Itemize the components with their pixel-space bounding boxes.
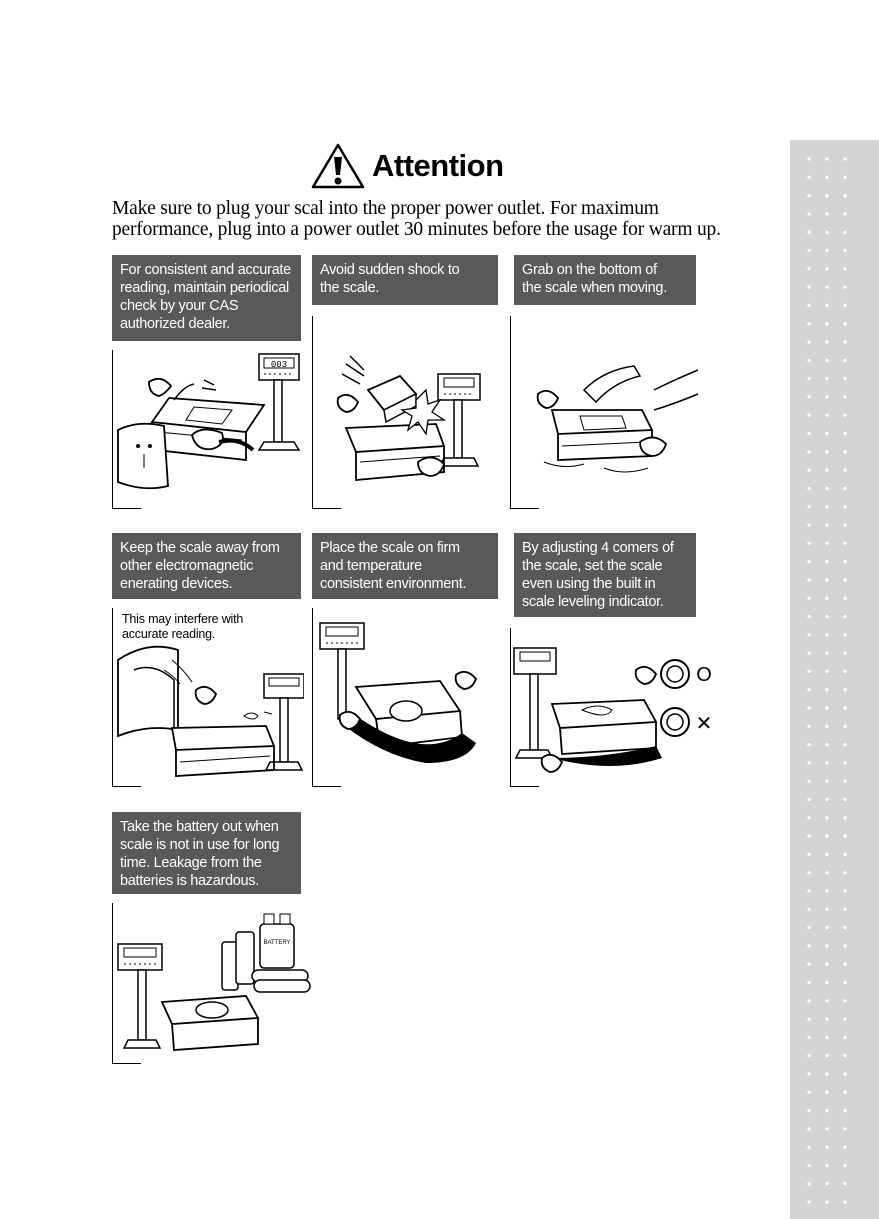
- decorative-dot: [843, 835, 846, 838]
- decorative-dot: [825, 908, 828, 911]
- decorative-dot: [807, 578, 810, 581]
- page-title: Attention: [372, 148, 504, 183]
- decorative-dot: [843, 212, 846, 215]
- decorative-dot: [825, 560, 828, 563]
- decorative-dot: [807, 743, 810, 746]
- decorative-dot: [825, 780, 828, 783]
- decorative-dot: [843, 853, 846, 856]
- decorative-dot: [807, 981, 810, 984]
- decorative-dot: [807, 816, 810, 819]
- decorative-dot: [825, 1164, 828, 1167]
- ok-mark: O: [696, 664, 712, 686]
- decorative-dot: [843, 487, 846, 490]
- illustration-dealer-check: [114, 350, 304, 500]
- decorative-dot: [843, 798, 846, 801]
- decorative-dot: [807, 1182, 810, 1185]
- decorative-dot: [807, 798, 810, 801]
- decorative-dot: [825, 1109, 828, 1112]
- decorative-dot: [843, 981, 846, 984]
- decorative-dot: [843, 816, 846, 819]
- decorative-dot: [825, 597, 828, 600]
- decorative-dot: [825, 725, 828, 728]
- decorative-dot: [825, 944, 828, 947]
- decorative-dot: [825, 1018, 828, 1021]
- decorative-dot: [843, 1201, 846, 1204]
- decorative-dot: [807, 597, 810, 600]
- caption-avoid-shock: Avoid sudden shock to the scale.: [312, 255, 498, 305]
- decorative-dot: [807, 1146, 810, 1149]
- warning-triangle-icon: [310, 142, 366, 190]
- decorative-dot: [825, 1201, 828, 1204]
- decorative-dot: [807, 395, 810, 398]
- illustration-sudden-shock: [316, 350, 501, 500]
- decorative-dot: [843, 889, 846, 892]
- decorative-dot: [843, 963, 846, 966]
- decorative-dot: [825, 194, 828, 197]
- attention-heading: [310, 140, 570, 192]
- decorative-dot: [807, 670, 810, 673]
- decorative-dot: [843, 1164, 846, 1167]
- decorative-dot: [843, 267, 846, 270]
- decorative-dot: [825, 157, 828, 160]
- decorative-dot: [843, 249, 846, 252]
- illustration-firm-environment: [316, 615, 501, 780]
- illustration-grab-bottom: [514, 350, 704, 500]
- decorative-dot: [825, 816, 828, 819]
- decorative-dot: [807, 999, 810, 1002]
- decorative-dot: [825, 798, 828, 801]
- decorative-dot: [825, 1146, 828, 1149]
- decorative-dot: [825, 231, 828, 234]
- decorative-dot: [843, 780, 846, 783]
- decorative-dot: [843, 1072, 846, 1075]
- decorative-dot: [843, 597, 846, 600]
- decorative-dot: [843, 944, 846, 947]
- decorative-dot: [843, 688, 846, 691]
- decorative-dot: [825, 249, 828, 252]
- decorative-dot: [807, 615, 810, 618]
- decorative-dot: [807, 523, 810, 526]
- decorative-dot: [825, 377, 828, 380]
- interference-note: This may interfere with accurate reading.: [122, 612, 244, 641]
- decorative-dot: [825, 615, 828, 618]
- decorative-dot: [825, 761, 828, 764]
- decorative-dot: [825, 1036, 828, 1039]
- decorative-dot: [843, 322, 846, 325]
- decorative-dot: [825, 286, 828, 289]
- decorative-dot: [843, 1091, 846, 1094]
- decorative-dot: [843, 505, 846, 508]
- decorative-dot: [843, 304, 846, 307]
- decorative-dot: [825, 835, 828, 838]
- decorative-dot: [807, 652, 810, 655]
- decorative-dot: [843, 1182, 846, 1185]
- decorative-dot: [807, 1127, 810, 1130]
- decorative-dot: [843, 578, 846, 581]
- decorative-dot: [843, 359, 846, 362]
- decorative-dot: [843, 1127, 846, 1130]
- decorative-dot: [807, 1109, 810, 1112]
- caption-grab-bottom: Grab on the bottom of the scale when moving.: [514, 255, 696, 305]
- decorative-dot: [807, 560, 810, 563]
- decorative-dot: [825, 359, 828, 362]
- decorative-dot: [807, 340, 810, 343]
- decorative-dot: [825, 340, 828, 343]
- decorative-dot: [807, 414, 810, 417]
- decorative-dot: [807, 157, 810, 160]
- decorative-dot: [825, 267, 828, 270]
- decorative-dot: [807, 377, 810, 380]
- decorative-dot: [825, 469, 828, 472]
- intro-line-1: Make sure to plug your scal into the proper power outlet. For maximum: [112, 198, 659, 219]
- illustration-battery-removal: [114, 910, 314, 1060]
- caption-electromagnetic: Keep the scale away from other electromagnetic enerating devices.: [112, 533, 301, 599]
- decorative-dot: [843, 1146, 846, 1149]
- intro-line-2: performance, plug into a power outlet 30 minutes before the usage for warm up.: [112, 219, 721, 240]
- decorative-dot: [843, 377, 846, 380]
- decorative-dot: [807, 212, 810, 215]
- decorative-dot: [807, 505, 810, 508]
- decorative-dot: [807, 908, 810, 911]
- decorative-dot: [807, 706, 810, 709]
- decorative-dot: [825, 963, 828, 966]
- decorative-dot: [807, 487, 810, 490]
- decorative-dot: [807, 231, 810, 234]
- decorative-dot: [807, 835, 810, 838]
- battery-label: BATTERY: [263, 940, 291, 946]
- decorative-dot: [825, 414, 828, 417]
- decorative-dot: [807, 1036, 810, 1039]
- ng-mark: ✕: [695, 711, 712, 735]
- decorative-dot: [807, 889, 810, 892]
- decorative-dot: [825, 889, 828, 892]
- decorative-dot: [843, 615, 846, 618]
- decorative-dot: [825, 304, 828, 307]
- decorative-dot: [825, 1072, 828, 1075]
- caption-firm-surface: Place the scale on firm and temperature consistent environment.: [312, 533, 498, 599]
- decorative-dot: [807, 963, 810, 966]
- decorative-dot: [843, 523, 846, 526]
- decorative-dot: [825, 981, 828, 984]
- decorative-dot: [843, 450, 846, 453]
- decorative-dot: [843, 743, 846, 746]
- decorative-dot: [807, 944, 810, 947]
- caption-battery: Take the battery out when scale is not in use for long time. Leakage from the batteries is hazardous.: [112, 812, 301, 894]
- decorative-dot: [807, 780, 810, 783]
- decorative-dot: [807, 633, 810, 636]
- decorative-dot: [825, 999, 828, 1002]
- decorative-dot: [843, 340, 846, 343]
- decorative-dot: [807, 194, 810, 197]
- decorative-dot: [807, 761, 810, 764]
- decorative-dot: [843, 706, 846, 709]
- illustration-electromagnetic: [114, 640, 304, 780]
- decorative-dot: [843, 176, 846, 179]
- decorative-dot: [825, 212, 828, 215]
- decorative-dot: [825, 670, 828, 673]
- decorative-dot: [807, 322, 810, 325]
- decorative-dot: [843, 414, 846, 417]
- decorative-dot: [807, 267, 810, 270]
- decorative-dot: [825, 633, 828, 636]
- decorative-dot: [807, 432, 810, 435]
- decorative-dot: [843, 157, 846, 160]
- decorative-dot: [825, 542, 828, 545]
- decorative-dot: [825, 706, 828, 709]
- decorative-dot: [807, 176, 810, 179]
- decorative-dot: [825, 871, 828, 874]
- decorative-dot: [807, 853, 810, 856]
- decorative-dot: [825, 450, 828, 453]
- decorative-dot: [843, 633, 846, 636]
- caption-periodic-check: For consistent and accurate reading, maintain periodical check by your CAS authorized dealer.: [112, 255, 301, 341]
- decorative-dot: [843, 652, 846, 655]
- decorative-dot: [825, 505, 828, 508]
- illustration-leveling: [512, 640, 712, 780]
- decorative-dot: [825, 322, 828, 325]
- decorative-dot: [807, 304, 810, 307]
- decorative-dot: [807, 359, 810, 362]
- decorative-dot: [843, 231, 846, 234]
- decorative-dot: [843, 560, 846, 563]
- decorative-dot: [843, 1018, 846, 1021]
- decorative-dot: [807, 450, 810, 453]
- decorative-dot: [807, 1164, 810, 1167]
- decorative-dot: [825, 523, 828, 526]
- decorative-dot: [825, 432, 828, 435]
- decorative-dot: [843, 926, 846, 929]
- decorative-dot: [843, 761, 846, 764]
- decorative-dot: [807, 871, 810, 874]
- decorative-dot: [807, 926, 810, 929]
- decorative-dot: [825, 578, 828, 581]
- decorative-dot: [825, 1054, 828, 1057]
- decorative-dot: [807, 1072, 810, 1075]
- decorative-dot: [807, 725, 810, 728]
- decorative-dot: [807, 688, 810, 691]
- decorative-dot: [825, 652, 828, 655]
- decorative-dot: [843, 194, 846, 197]
- decorative-dot: [807, 1201, 810, 1204]
- display-readout: 003: [270, 360, 288, 370]
- decorative-dot: [843, 395, 846, 398]
- decorative-dot: [843, 908, 846, 911]
- decorative-dot: [843, 999, 846, 1002]
- decorative-dot: [825, 395, 828, 398]
- decorative-dot: [807, 286, 810, 289]
- decorative-dot: [825, 926, 828, 929]
- decorative-dot: [807, 1054, 810, 1057]
- decorative-dot: [843, 725, 846, 728]
- caption-leveling: By adjusting 4 comers of the scale, set the scale even using the built in scale leveling indicator.: [514, 533, 696, 617]
- decorative-dot: [843, 1054, 846, 1057]
- decorative-dot: [807, 1018, 810, 1021]
- decorative-dot: [843, 670, 846, 673]
- decorative-dot: [843, 542, 846, 545]
- decorative-dot: [807, 469, 810, 472]
- decorative-dot: [825, 1182, 828, 1185]
- decorative-dot: [843, 469, 846, 472]
- decorative-dot: [843, 1109, 846, 1112]
- decorative-dot: [825, 853, 828, 856]
- decorative-dot: [843, 286, 846, 289]
- decorative-dot: [825, 743, 828, 746]
- decorative-dot: [807, 1091, 810, 1094]
- decorative-dot: [843, 871, 846, 874]
- decorative-dot: [807, 542, 810, 545]
- decorative-dot: [825, 688, 828, 691]
- decorative-dot: [825, 1127, 828, 1130]
- decorative-dot: [843, 432, 846, 435]
- decorative-dot: [825, 176, 828, 179]
- decorative-dot: [807, 249, 810, 252]
- decorative-dot: [843, 1036, 846, 1039]
- side-dot-strip: [790, 140, 879, 1219]
- intro-paragraph: [112, 198, 792, 240]
- decorative-dot: [825, 1091, 828, 1094]
- decorative-dot: [825, 487, 828, 490]
